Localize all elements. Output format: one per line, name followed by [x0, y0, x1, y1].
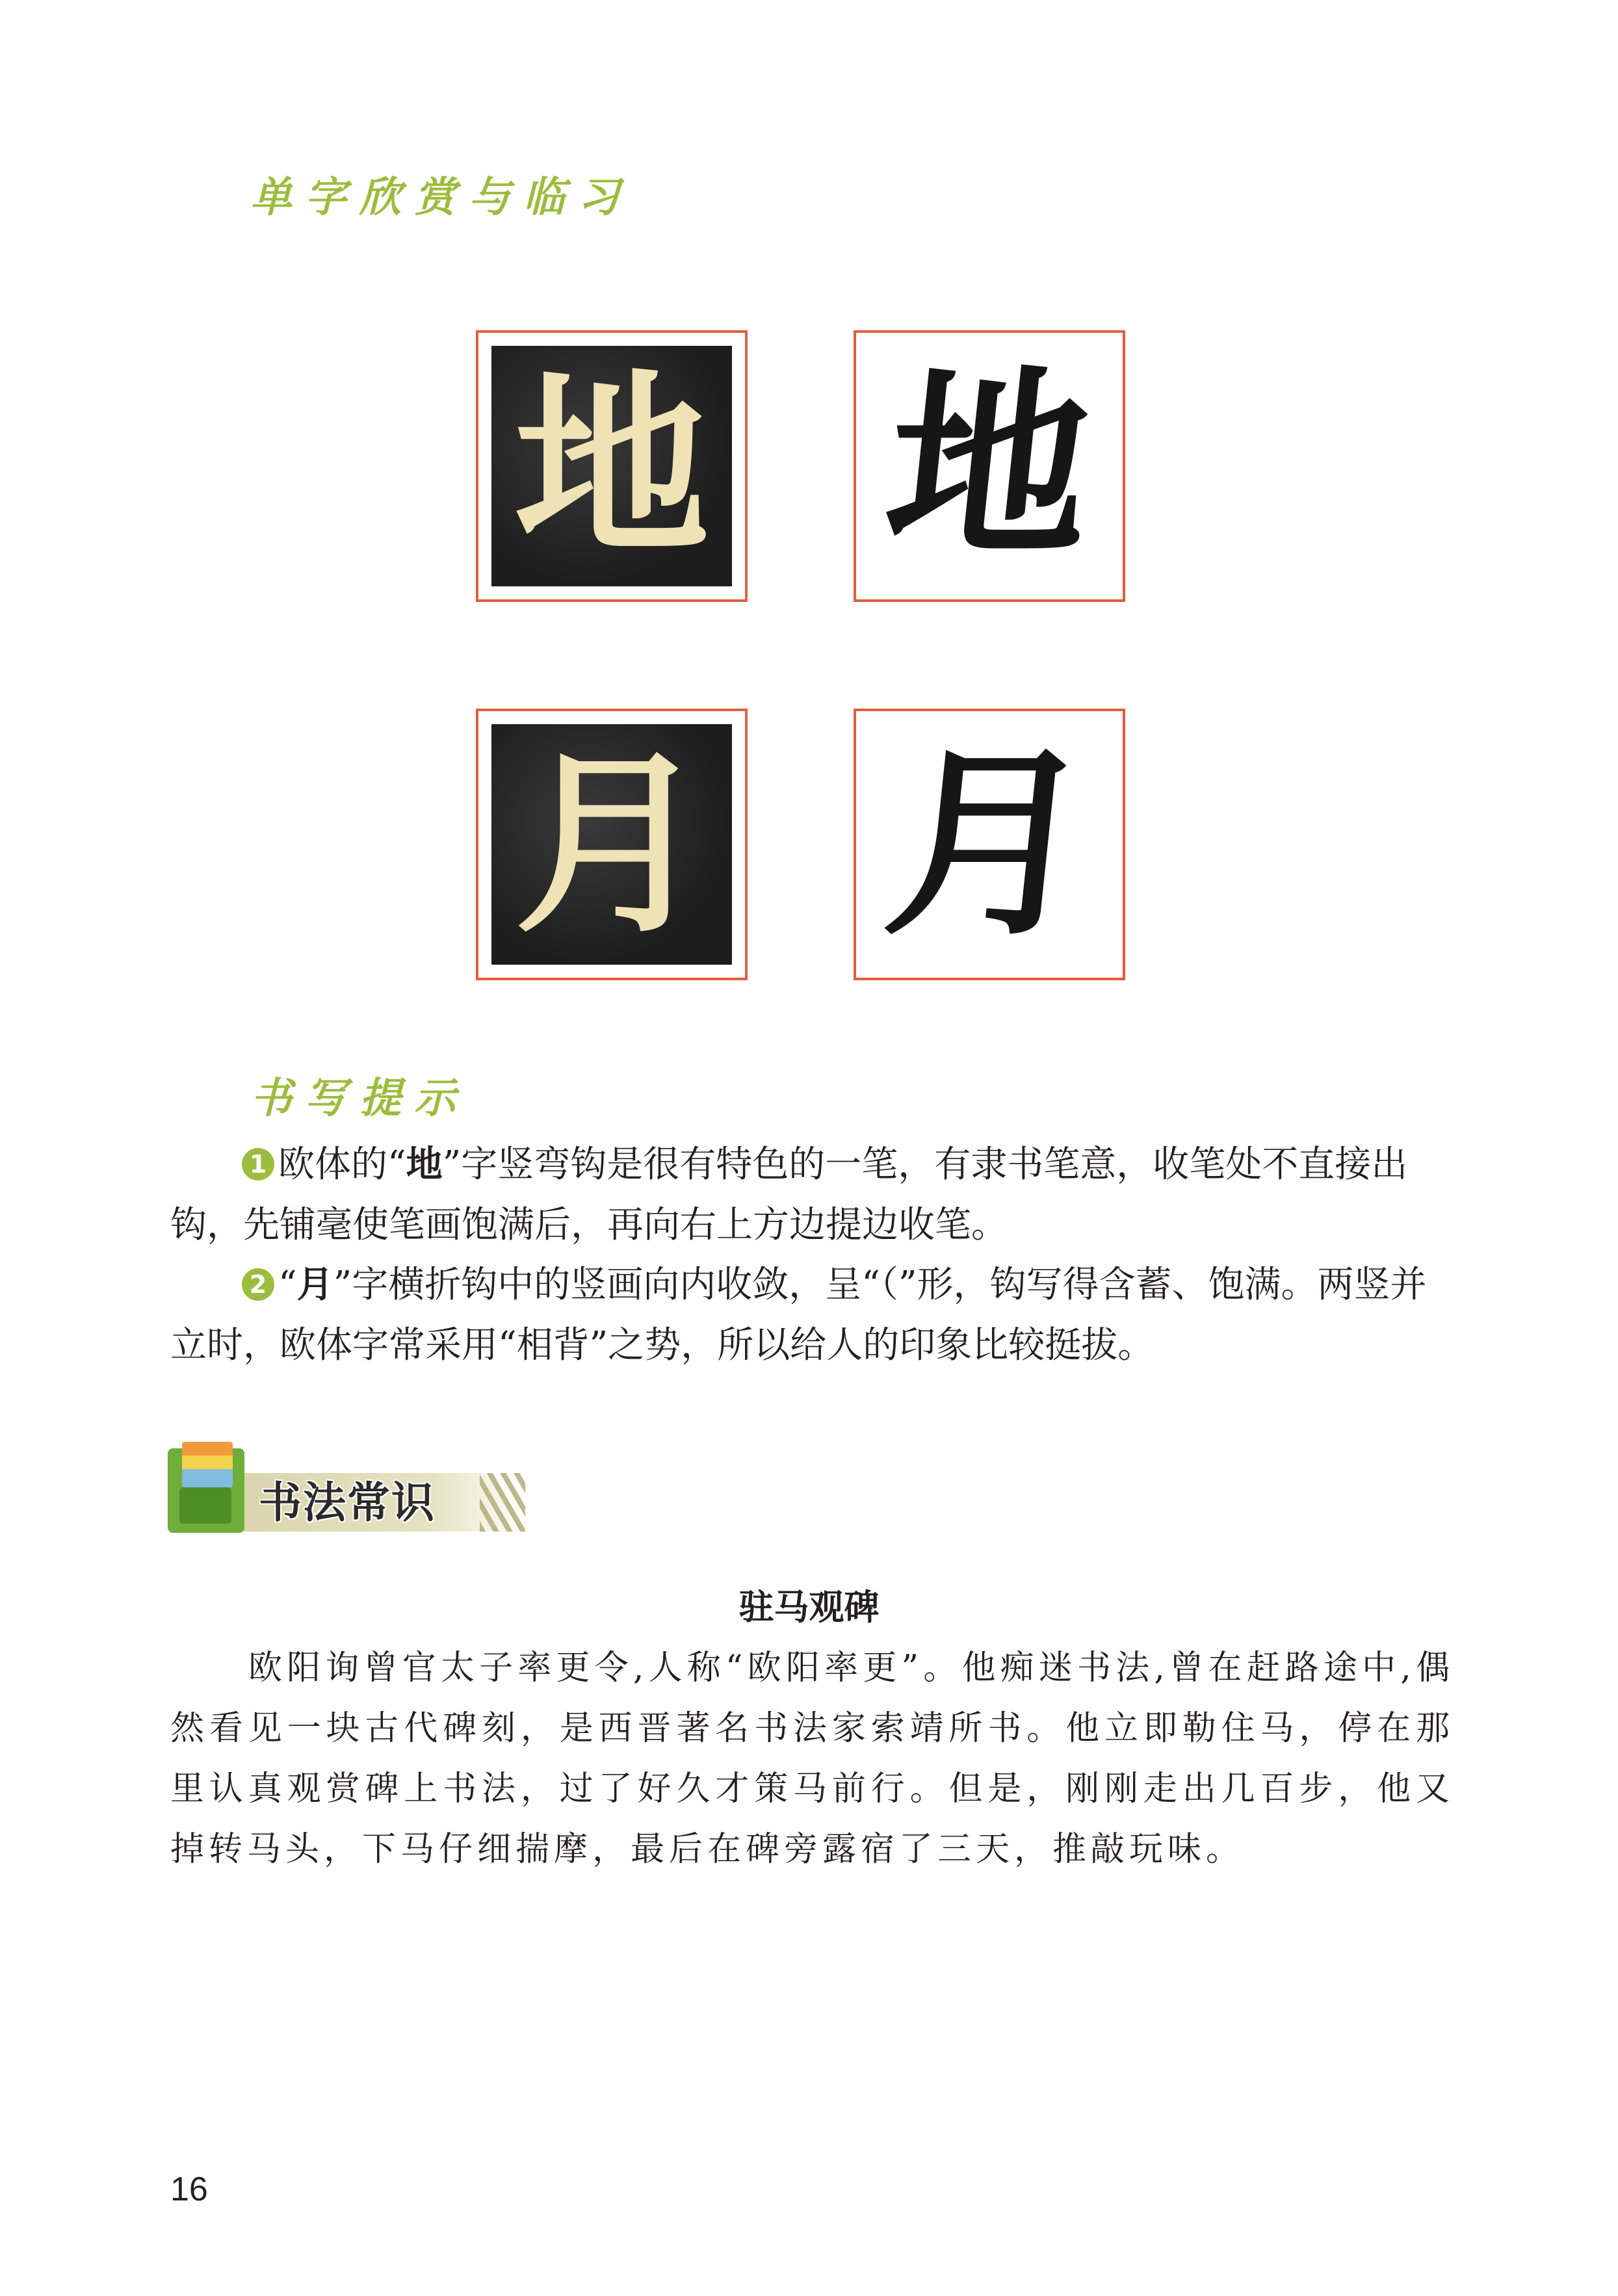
tip-number-badge: 1 [242, 1148, 274, 1181]
tip-text-before: “ [278, 1264, 297, 1306]
books-icon [168, 1448, 244, 1533]
tip-number-badge: 2 [242, 1268, 274, 1301]
story-body: 欧阳询曾官太子率更令,人称“欧阳率更”。他痴迷书法,曾在赶路途中,偶然看见一块古代碑刻，是西晋著名书法家索靖所书。他立即勒住马，停在那里认真观赏碑上书法，过了好久才策马前行。但是，刚刚走出几百步，他又掉转马头，下马仔细揣摩，最后在碑旁露宿了三天，推敲玩味。 [170, 1649, 1454, 1869]
tip-highlight-char: 地 [406, 1143, 443, 1186]
tip-text-before: 欧体的“ [278, 1143, 406, 1186]
character-glyph: 地 [514, 351, 709, 581]
ink-copy-image-yue [854, 709, 1125, 980]
character-glyph: 地 [876, 348, 1103, 584]
tip-text-after: ”字横折钩中的竖画向内收敛，呈“（”形，钩写得含蓄、饱满。两竖并立时，欧体字常采用“相背”之势，所以给人的印象比较挺拔。 [170, 1264, 1427, 1366]
banner-stripes [480, 1473, 525, 1532]
ink-copy-image-di [854, 330, 1125, 602]
tip-highlight-char: 月 [296, 1263, 333, 1306]
story-title: 驻马观碑 [738, 1586, 880, 1628]
character-glyph: 月 [876, 726, 1103, 963]
rubbing-image-di [476, 330, 748, 602]
section-title-tips: 书写提示 [250, 1074, 469, 1123]
page-number: 16 [170, 2171, 208, 2208]
calligraphy-knowledge-banner [168, 1442, 545, 1539]
rubbing-image-yue [476, 709, 748, 980]
character-glyph: 月 [514, 729, 709, 959]
writing-tip-1 [170, 1134, 1454, 1255]
writing-tip-2 [170, 1255, 1454, 1376]
banner-label: 书法常识 [259, 1477, 436, 1528]
section-title-appreciation: 单字欣赏与临习 [250, 173, 633, 222]
tip-text-after: ”字竖弯钩是很有特色的一笔，有隶书笔意，收笔处不直接出钩，先铺毫使笔画饱满后，再向右上方边提边收笔。 [170, 1143, 1408, 1246]
